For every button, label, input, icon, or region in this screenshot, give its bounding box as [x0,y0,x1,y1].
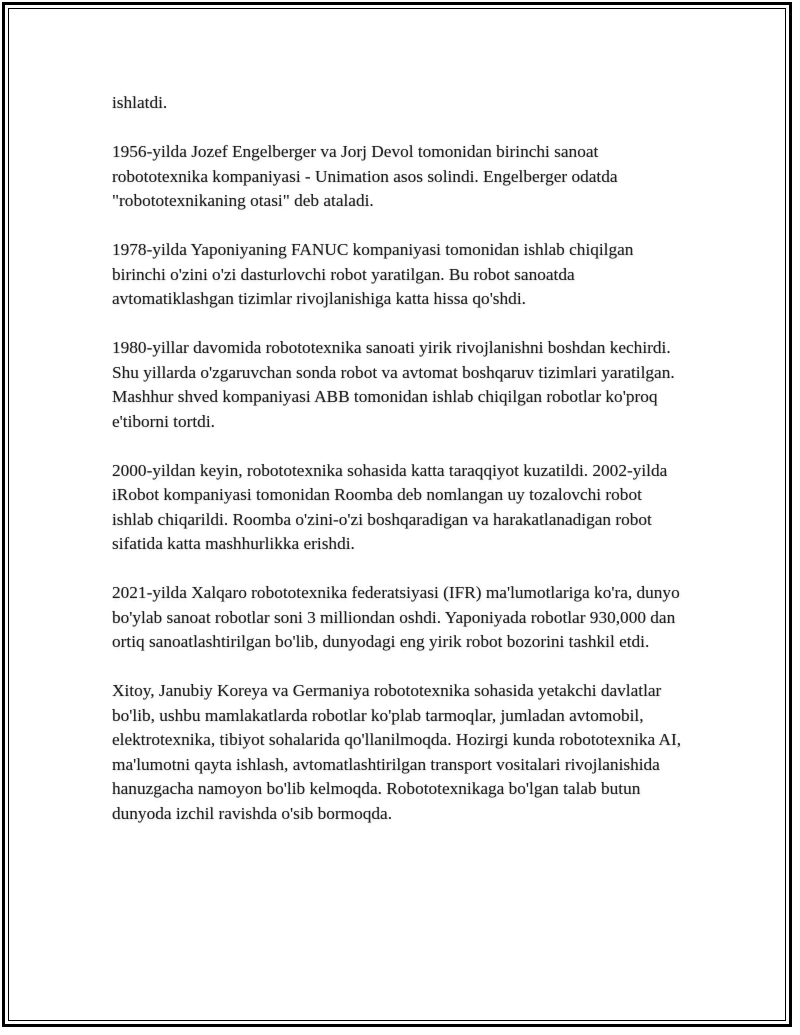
paragraph-continuation: ishlatdi. [112,93,168,112]
paragraph-1956-unimation: 1956-yilda Jozef Engelberger va Jorj Devol tomonidan birinchi sanoat robototexnika kompaniyasi - Unimation asos solindi. Engelberger odatda "robototexnikaning otasi" deb ataladi. [112,142,618,210]
document-body [112,91,682,851]
paragraph-leading-countries: Xitoy, Janubiy Koreya va Germaniya robototexnika sohasida yetakchi davlatlar bo'lib, ushbu mamlakatlarda robotlar ko'plab tarmoqlar, jumladan avtomobil, elektrotexnika, tibiyot sohalarida qo'llanilmoqda. Hozirgi kunda robototexnika AI, ma'lumotni qayta ishlash, avtomatlashtirilgan transport vositalari rivojlanishida hanuzgacha namoyon bo'lib kelmoqda. Robototexnikaga bo'lgan talab butun dunyoda izchil ravishda o'sib bormoqda. [112,681,682,823]
paragraph-1978-fanuc: 1978-yilda Yaponiyaning FANUC kompaniyasi tomonidan ishlab chiqilgan birinchi o'zini o'zi dasturlovchi robot yaratilgan. Bu robot sanoatda avtomatiklashgan tizimlar rivojlanishiga katta hissa qo'shdi. [112,240,634,308]
paragraph-2000s-roomba: 2000-yildan keyin, robototexnika sohasida katta taraqqiyot kuzatildi. 2002-yilda iRobot kompaniyasi tomonidan Roomba deb nomlangan uy tozalovchi robot ishlab chiqarildi. Roomba o'zini-o'zi boshqaradigan va harakatlanadigan robot sifatida katta mashhurlikka erishdi. [112,460,668,553]
paragraph-2021-ifr: 2021-yilda Xalqaro robototexnika federatsiyasi (IFR) ma'lumotlariga ko'ra, dunyo bo'ylab sanoat robotlar soni 3 milliondan oshdi. Yaponiyada robotlar 930,000 dan ortiq sanoatlashtirilgan bo'lib, dunyodagi eng yirik robot bozorini tashkil etdi. [112,583,680,651]
paragraph-1980s-abb: 1980-yillar davomida robototexnika sanoati yirik rivojlanishni boshdan kechirdi. Shu yillarda o'zgaruvchan sonda robot va avtomat boshqaruv tizimlari yaratilgan. Mashhur shved kompaniyasi ABB tomonidan ishlab chiqilgan robotlar ko'proq e'tiborni tortdi. [112,338,675,431]
